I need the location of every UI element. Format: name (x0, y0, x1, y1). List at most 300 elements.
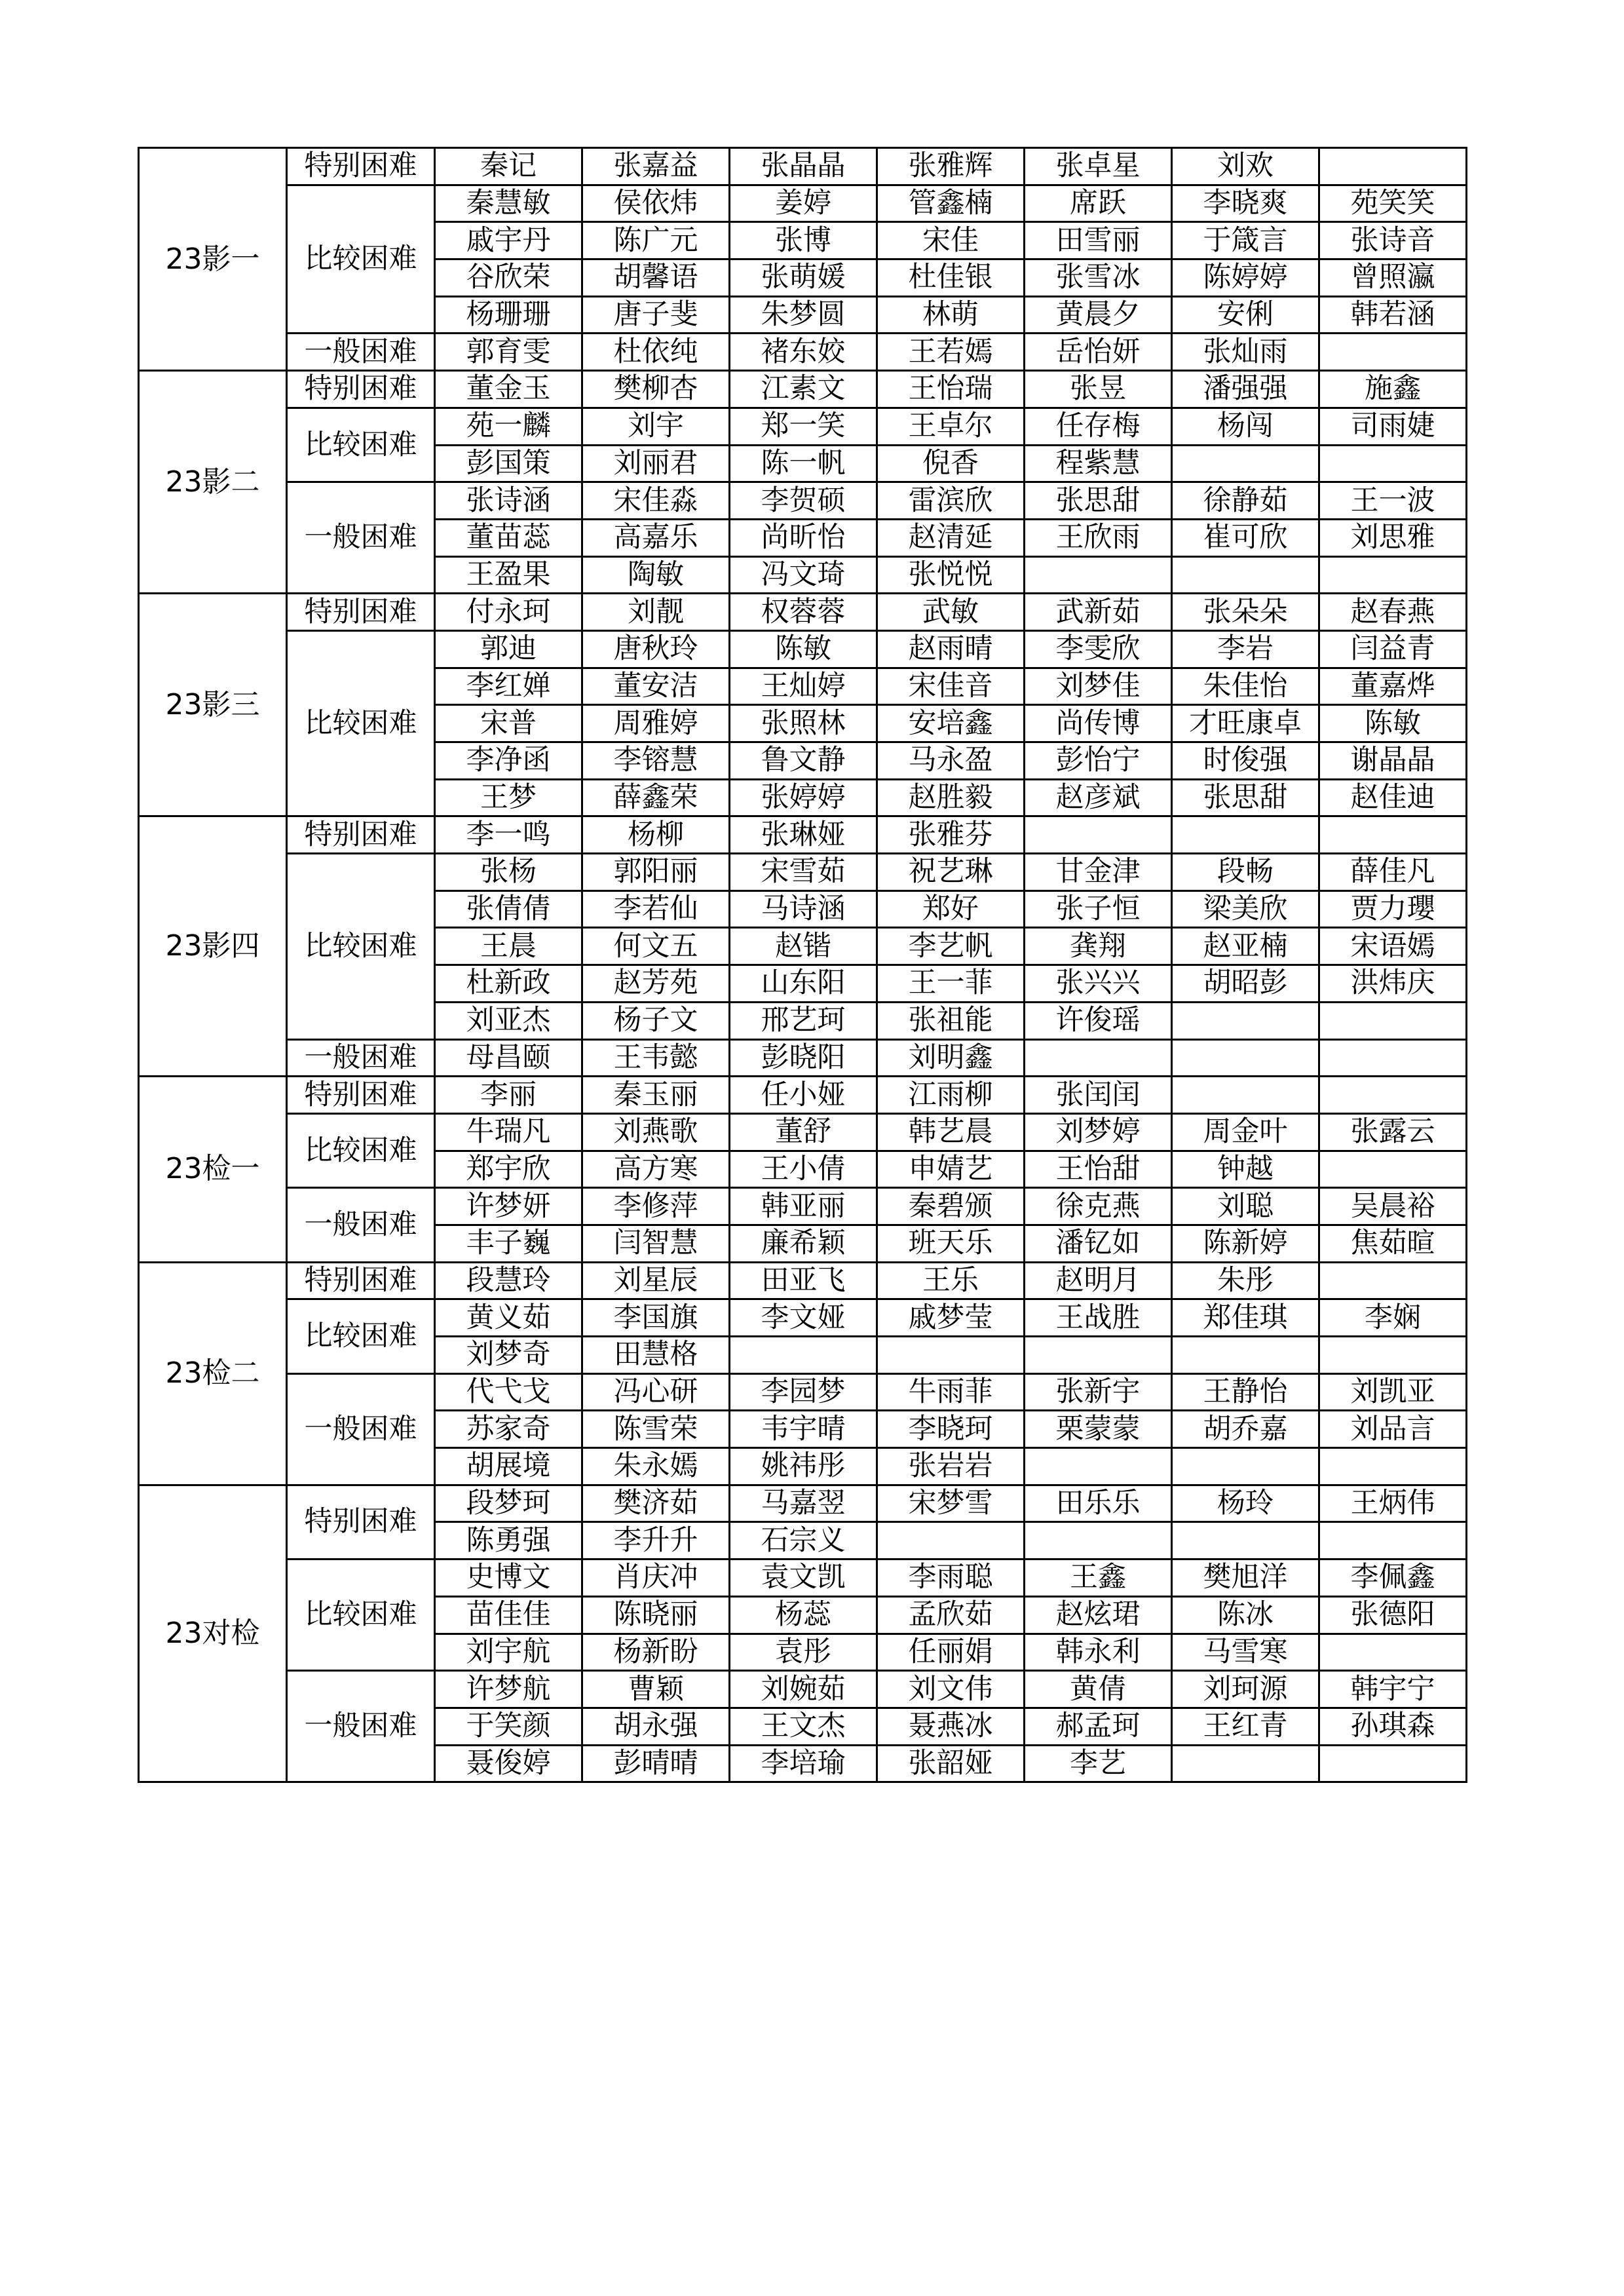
student-name-cell: 焦茹暄 (1319, 1225, 1467, 1262)
student-name-cell: 李园梦 (730, 1373, 877, 1411)
student-name-cell: 丰子巍 (435, 1225, 582, 1262)
student-name-cell: 刘梦婷 (1025, 1113, 1172, 1151)
hardship-category-cell: 比较困难 (287, 1559, 435, 1671)
student-name-cell: 母昌颐 (435, 1039, 582, 1077)
student-name-cell: 李艺帆 (877, 928, 1025, 965)
student-name-cell: 宋普 (435, 705, 582, 742)
student-name-cell: 赵锴 (730, 928, 877, 965)
student-name-cell: 高嘉乐 (582, 519, 730, 556)
student-name-cell (1319, 816, 1467, 854)
class-name-cell: 23影四 (139, 816, 287, 1077)
table-row (139, 1485, 1467, 1522)
student-name-cell: 刘亚杰 (435, 1002, 582, 1039)
hardship-category-cell: 比较困难 (287, 1299, 435, 1373)
student-name-cell: 肖庆冲 (582, 1559, 730, 1597)
student-name-cell: 张萌媛 (730, 259, 877, 297)
table-row (139, 334, 1467, 371)
student-name-cell (1319, 1337, 1467, 1374)
hardship-category-cell: 一般困难 (287, 482, 435, 594)
student-name-cell (1025, 1448, 1172, 1485)
student-name-cell: 赵清延 (877, 519, 1025, 556)
student-name-cell: 王文杰 (730, 1708, 877, 1745)
student-name-cell: 尚传博 (1025, 705, 1172, 742)
student-name-cell: 朱佳怡 (1172, 668, 1319, 705)
student-name-cell: 李镕慧 (582, 742, 730, 780)
student-name-cell: 杨子文 (582, 1002, 730, 1039)
class-name-cell: 23影三 (139, 594, 287, 816)
student-name-cell: 戚宇丹 (435, 222, 582, 259)
student-name-cell: 郭迪 (435, 630, 582, 668)
student-name-cell (1319, 1077, 1467, 1114)
student-name-cell: 谷欣荣 (435, 259, 582, 297)
student-name-cell: 王乐 (877, 1262, 1025, 1299)
student-name-cell: 陈新婷 (1172, 1225, 1319, 1262)
student-name-cell: 彭怡宁 (1025, 742, 1172, 780)
table-row (139, 1671, 1467, 1708)
hardship-category-cell: 特别困难 (287, 1485, 435, 1559)
student-name-cell: 许梦妍 (435, 1188, 582, 1225)
student-name-cell: 王怡瑞 (877, 371, 1025, 408)
student-name-cell: 胡馨语 (582, 259, 730, 297)
student-name-cell (1025, 1039, 1172, 1077)
student-name-cell: 刘宇航 (435, 1634, 582, 1671)
student-name-cell: 赵雨晴 (877, 630, 1025, 668)
student-name-cell: 席跃 (1025, 185, 1172, 222)
student-name-cell: 张诗涵 (435, 482, 582, 520)
student-name-cell: 彭晴晴 (582, 1745, 730, 1782)
student-name-cell: 张思甜 (1172, 779, 1319, 816)
hardship-category-cell: 特别困难 (287, 1077, 435, 1114)
student-name-cell: 郑好 (877, 890, 1025, 928)
student-name-cell: 王灿婷 (730, 668, 877, 705)
student-name-cell: 洪炜庆 (1319, 965, 1467, 1003)
student-name-cell: 袁彤 (730, 1634, 877, 1671)
student-name-cell: 赵彦斌 (1025, 779, 1172, 816)
table-row (139, 1113, 1467, 1151)
student-name-cell: 杨柳 (582, 816, 730, 854)
student-name-cell: 宋梦雪 (877, 1485, 1025, 1522)
student-name-cell: 周雅婷 (582, 705, 730, 742)
student-name-cell: 钟越 (1172, 1151, 1319, 1188)
student-name-cell: 马嘉翌 (730, 1485, 877, 1522)
student-name-cell: 张雪冰 (1025, 259, 1172, 297)
student-name-cell: 李丽 (435, 1077, 582, 1114)
student-name-cell: 郭阳丽 (582, 854, 730, 891)
student-name-cell: 贾力瓔 (1319, 890, 1467, 928)
student-name-cell (1319, 1262, 1467, 1299)
student-name-cell: 山东阳 (730, 965, 877, 1003)
student-name-cell: 刘星辰 (582, 1262, 730, 1299)
student-name-cell: 董金玉 (435, 371, 582, 408)
student-name-cell: 马雪寒 (1172, 1634, 1319, 1671)
student-name-cell: 田慧格 (582, 1337, 730, 1374)
hardship-category-cell: 特别困难 (287, 1262, 435, 1299)
student-name-cell: 刘宇 (582, 408, 730, 445)
student-name-cell: 王一波 (1319, 482, 1467, 520)
student-name-cell: 张倩倩 (435, 890, 582, 928)
student-name-cell: 许俊瑶 (1025, 1002, 1172, 1039)
student-name-cell: 周金叶 (1172, 1113, 1319, 1151)
student-name-cell: 樊济茹 (582, 1485, 730, 1522)
student-name-cell (1172, 445, 1319, 482)
student-name-cell: 张朵朵 (1172, 594, 1319, 631)
student-name-cell: 秦记 (435, 148, 582, 185)
student-name-cell: 陈雪荣 (582, 1411, 730, 1448)
student-name-cell (877, 1337, 1025, 1374)
student-name-cell: 曾照瀛 (1319, 259, 1467, 297)
student-name-cell: 鲁文静 (730, 742, 877, 780)
table-row (139, 1373, 1467, 1411)
student-name-cell: 付永珂 (435, 594, 582, 631)
student-name-cell: 赵芳苑 (582, 965, 730, 1003)
student-name-cell: 赵炫珺 (1025, 1596, 1172, 1634)
student-name-cell: 牛瑞凡 (435, 1113, 582, 1151)
student-name-cell: 杜新政 (435, 965, 582, 1003)
student-name-cell: 刘明鑫 (877, 1039, 1025, 1077)
student-name-cell (1319, 1151, 1467, 1188)
student-name-cell: 司雨婕 (1319, 408, 1467, 445)
student-name-cell: 岳怡妍 (1025, 334, 1172, 371)
student-name-cell: 廉希颖 (730, 1225, 877, 1262)
student-name-cell: 时俊强 (1172, 742, 1319, 780)
student-name-cell: 王一菲 (877, 965, 1025, 1003)
student-name-cell: 于箴言 (1172, 222, 1319, 259)
student-name-cell: 苗佳佳 (435, 1596, 582, 1634)
student-name-cell: 张韶娅 (877, 1745, 1025, 1782)
student-name-cell (1172, 556, 1319, 594)
student-name-cell: 王怡甜 (1025, 1151, 1172, 1188)
table-row (139, 408, 1467, 445)
hardship-category-cell: 比较困难 (287, 408, 435, 482)
student-name-cell: 韩若涵 (1319, 296, 1467, 334)
student-name-cell: 杨闯 (1172, 408, 1319, 445)
student-name-cell: 王小倩 (730, 1151, 877, 1188)
student-name-cell (877, 1522, 1025, 1559)
student-name-cell (1319, 445, 1467, 482)
student-name-cell: 李修萍 (582, 1188, 730, 1225)
student-name-cell: 韦宇晴 (730, 1411, 877, 1448)
student-name-cell: 王炳伟 (1319, 1485, 1467, 1522)
student-name-cell: 唐子斐 (582, 296, 730, 334)
student-name-cell: 宋雪茹 (730, 854, 877, 891)
table-row (139, 185, 1467, 222)
student-name-cell: 李红婵 (435, 668, 582, 705)
hardship-category-cell: 特别困难 (287, 148, 435, 185)
student-name-cell: 宋佳 (877, 222, 1025, 259)
student-name-cell: 徐静茹 (1172, 482, 1319, 520)
student-name-cell: 徐克燕 (1025, 1188, 1172, 1225)
student-name-cell (1025, 1522, 1172, 1559)
student-name-cell: 彭晓阳 (730, 1039, 877, 1077)
student-name-cell: 闫智慧 (582, 1225, 730, 1262)
student-name-cell: 张雅芬 (877, 816, 1025, 854)
class-name-cell: 23影二 (139, 371, 287, 594)
student-name-cell: 薛鑫荣 (582, 779, 730, 816)
student-name-cell (1172, 1522, 1319, 1559)
student-name-cell: 刘靓 (582, 594, 730, 631)
student-name-cell (1319, 1448, 1467, 1485)
hardship-category-cell: 比较困难 (287, 1113, 435, 1187)
student-name-cell: 黄晨夕 (1025, 296, 1172, 334)
student-name-cell: 陈勇强 (435, 1522, 582, 1559)
student-name-cell: 张晶晶 (730, 148, 877, 185)
student-name-cell: 冯心研 (582, 1373, 730, 1411)
student-name-cell: 赵佳迪 (1319, 779, 1467, 816)
student-name-cell: 栗蒙蒙 (1025, 1411, 1172, 1448)
student-name-cell: 姚祎彤 (730, 1448, 877, 1485)
student-name-cell: 曹颖 (582, 1671, 730, 1708)
student-name-cell: 樊旭洋 (1172, 1559, 1319, 1597)
student-name-cell (1319, 1522, 1467, 1559)
class-name-cell: 23影一 (139, 148, 287, 371)
table-row (139, 630, 1467, 668)
student-name-cell: 王若嫣 (877, 334, 1025, 371)
student-name-cell: 胡永强 (582, 1708, 730, 1745)
student-name-cell: 张灿雨 (1172, 334, 1319, 371)
student-name-cell: 张嘉益 (582, 148, 730, 185)
student-name-cell: 刘聪 (1172, 1188, 1319, 1225)
student-name-cell: 李一鸣 (435, 816, 582, 854)
student-name-cell: 唐秋玲 (582, 630, 730, 668)
student-name-cell: 代弋戈 (435, 1373, 582, 1411)
student-name-cell: 马永盈 (877, 742, 1025, 780)
student-name-cell: 武敏 (877, 594, 1025, 631)
student-name-cell: 韩永利 (1025, 1634, 1172, 1671)
student-name-cell: 李国旗 (582, 1299, 730, 1337)
student-name-cell: 黄倩 (1025, 1671, 1172, 1708)
student-name-cell: 张德阳 (1319, 1596, 1467, 1634)
student-name-cell: 权蓉蓉 (730, 594, 877, 631)
student-name-cell: 任丽娟 (877, 1634, 1025, 1671)
student-name-cell: 程紫慧 (1025, 445, 1172, 482)
student-name-cell: 任小娅 (730, 1077, 877, 1114)
student-name-cell (1172, 1745, 1319, 1782)
student-name-cell: 刘梦奇 (435, 1337, 582, 1374)
hardship-category-cell: 一般困难 (287, 1188, 435, 1262)
table-row (139, 1039, 1467, 1077)
student-name-cell: 董嘉烨 (1319, 668, 1467, 705)
student-name-cell: 赵明月 (1025, 1262, 1172, 1299)
table-row (139, 1077, 1467, 1114)
student-name-cell: 李晓爽 (1172, 185, 1319, 222)
student-name-cell: 胡昭彭 (1172, 965, 1319, 1003)
student-name-cell (1319, 1039, 1467, 1077)
student-name-cell (1172, 1077, 1319, 1114)
student-name-cell: 宋佳音 (877, 668, 1025, 705)
student-name-cell: 李佩鑫 (1319, 1559, 1467, 1597)
student-name-cell: 陈敏 (1319, 705, 1467, 742)
student-name-cell: 雷滨欣 (877, 482, 1025, 520)
student-name-cell: 段梦珂 (435, 1485, 582, 1522)
student-name-cell: 刘品言 (1319, 1411, 1467, 1448)
hardship-category-cell: 特别困难 (287, 816, 435, 854)
student-name-cell: 张婷婷 (730, 779, 877, 816)
student-name-cell: 张新宇 (1025, 1373, 1172, 1411)
student-name-cell (1319, 1002, 1467, 1039)
student-name-cell: 王卓尔 (877, 408, 1025, 445)
student-name-cell: 于笑颜 (435, 1708, 582, 1745)
hardship-category-cell: 特别困难 (287, 371, 435, 408)
student-name-cell: 刘思雅 (1319, 519, 1467, 556)
student-name-cell: 韩艺晨 (877, 1113, 1025, 1151)
student-name-cell: 李晓珂 (877, 1411, 1025, 1448)
hardship-category-cell: 一般困难 (287, 1373, 435, 1485)
student-name-cell: 任存梅 (1025, 408, 1172, 445)
class-name-cell: 23检一 (139, 1077, 287, 1262)
student-name-cell: 杨新盼 (582, 1634, 730, 1671)
hardship-category-cell: 比较困难 (287, 854, 435, 1039)
student-name-cell (1025, 816, 1172, 854)
student-name-cell: 江素文 (730, 371, 877, 408)
student-name-cell: 董舒 (730, 1113, 877, 1151)
student-name-cell: 郭育雯 (435, 334, 582, 371)
table-row (139, 854, 1467, 891)
student-name-cell: 张诗音 (1319, 222, 1467, 259)
student-name-cell: 刘珂源 (1172, 1671, 1319, 1708)
student-name-cell: 宋佳淼 (582, 482, 730, 520)
student-name-cell: 田亚飞 (730, 1262, 877, 1299)
student-name-cell: 田雪丽 (1025, 222, 1172, 259)
student-name-cell: 刘婉茹 (730, 1671, 877, 1708)
table-row (139, 1262, 1467, 1299)
student-name-cell: 朱彤 (1172, 1262, 1319, 1299)
student-name-cell: 石宗义 (730, 1522, 877, 1559)
hardship-category-cell: 比较困难 (287, 185, 435, 334)
student-name-cell: 潘强强 (1172, 371, 1319, 408)
student-name-cell: 赵亚楠 (1172, 928, 1319, 965)
student-name-cell: 史博文 (435, 1559, 582, 1597)
student-name-cell: 张雅辉 (877, 148, 1025, 185)
student-name-cell (730, 1337, 877, 1374)
student-name-cell: 秦玉丽 (582, 1077, 730, 1114)
student-name-cell: 王欣雨 (1025, 519, 1172, 556)
student-name-cell: 李娴 (1319, 1299, 1467, 1337)
student-name-cell: 刘欢 (1172, 148, 1319, 185)
student-name-cell: 张照林 (730, 705, 877, 742)
student-name-cell: 朱永嫣 (582, 1448, 730, 1485)
student-name-cell: 梁美欣 (1172, 890, 1319, 928)
student-name-cell: 陶敏 (582, 556, 730, 594)
student-name-cell: 谢晶晶 (1319, 742, 1467, 780)
student-name-cell: 苑一麟 (435, 408, 582, 445)
student-name-cell: 李文娅 (730, 1299, 877, 1337)
student-name-cell: 李培瑜 (730, 1745, 877, 1782)
student-name-cell: 张岩岩 (877, 1448, 1025, 1485)
student-name-cell (1319, 334, 1467, 371)
student-name-cell: 宋语嫣 (1319, 928, 1467, 965)
student-name-cell: 杜依纯 (582, 334, 730, 371)
student-name-cell: 张兴兴 (1025, 965, 1172, 1003)
student-name-cell: 闫益青 (1319, 630, 1467, 668)
student-name-cell: 牛雨菲 (877, 1373, 1025, 1411)
student-name-cell: 甘金津 (1025, 854, 1172, 891)
student-name-cell: 何文五 (582, 928, 730, 965)
student-name-cell: 刘凯亚 (1319, 1373, 1467, 1411)
student-name-cell: 刘梦佳 (1025, 668, 1172, 705)
student-name-cell: 袁文凯 (730, 1559, 877, 1597)
student-name-cell: 王战胜 (1025, 1299, 1172, 1337)
student-name-cell: 李若仙 (582, 890, 730, 928)
student-name-cell: 张祖能 (877, 1002, 1025, 1039)
student-name-cell (1025, 556, 1172, 594)
student-name-cell: 郑一笑 (730, 408, 877, 445)
student-name-cell: 王红青 (1172, 1708, 1319, 1745)
student-name-cell: 张杨 (435, 854, 582, 891)
student-name-cell: 姜婷 (730, 185, 877, 222)
student-name-cell (1319, 556, 1467, 594)
student-name-cell: 秦慧敏 (435, 185, 582, 222)
student-name-cell: 陈一帆 (730, 445, 877, 482)
student-name-cell: 张卓星 (1025, 148, 1172, 185)
student-name-cell: 段畅 (1172, 854, 1319, 891)
student-name-cell: 孙琪森 (1319, 1708, 1467, 1745)
hardship-category-cell: 比较困难 (287, 630, 435, 816)
student-name-cell: 江雨柳 (877, 1077, 1025, 1114)
student-name-cell: 韩宇宁 (1319, 1671, 1467, 1708)
student-name-cell (1319, 148, 1467, 185)
student-name-cell (1172, 816, 1319, 854)
student-name-cell: 秦碧颁 (877, 1188, 1025, 1225)
hardship-category-cell: 一般困难 (287, 334, 435, 371)
student-name-cell: 申婧艺 (877, 1151, 1025, 1188)
student-name-cell: 董安洁 (582, 668, 730, 705)
student-name-cell: 张闰闰 (1025, 1077, 1172, 1114)
student-name-cell: 王静怡 (1172, 1373, 1319, 1411)
student-hardship-table (138, 147, 1467, 1783)
student-name-cell: 陈广元 (582, 222, 730, 259)
student-name-cell: 邢艺珂 (730, 1002, 877, 1039)
student-name-cell (1172, 1002, 1319, 1039)
student-name-cell: 许梦航 (435, 1671, 582, 1708)
student-name-cell: 樊柳杏 (582, 371, 730, 408)
student-name-cell: 武新茹 (1025, 594, 1172, 631)
student-name-cell: 杜佳银 (877, 259, 1025, 297)
student-name-cell: 胡乔嘉 (1172, 1411, 1319, 1448)
student-name-cell: 朱梦圆 (730, 296, 877, 334)
student-name-cell: 王韦懿 (582, 1039, 730, 1077)
student-name-cell: 李岩 (1172, 630, 1319, 668)
student-name-cell: 侯依炜 (582, 185, 730, 222)
student-name-cell: 尚昕怡 (730, 519, 877, 556)
student-name-cell: 张博 (730, 222, 877, 259)
student-name-cell: 李艺 (1025, 1745, 1172, 1782)
student-name-cell: 苑笑笑 (1319, 185, 1467, 222)
student-name-cell (1319, 1634, 1467, 1671)
hardship-category-cell: 特别困难 (287, 594, 435, 631)
student-name-cell: 龚翔 (1025, 928, 1172, 965)
student-name-cell: 苏家奇 (435, 1411, 582, 1448)
student-name-cell: 潘钇如 (1025, 1225, 1172, 1262)
student-name-cell: 安培鑫 (877, 705, 1025, 742)
student-name-cell: 段慧玲 (435, 1262, 582, 1299)
student-name-cell (1172, 1337, 1319, 1374)
student-name-cell: 班天乐 (877, 1225, 1025, 1262)
student-name-cell: 张悦悦 (877, 556, 1025, 594)
student-name-cell: 赵胜毅 (877, 779, 1025, 816)
student-name-cell: 陈冰 (1172, 1596, 1319, 1634)
student-name-cell: 吴晨裕 (1319, 1188, 1467, 1225)
student-name-cell: 林萌 (877, 296, 1025, 334)
student-name-cell: 张昱 (1025, 371, 1172, 408)
table-row (139, 148, 1467, 185)
student-name-cell: 刘丽君 (582, 445, 730, 482)
student-name-cell: 董苗蕊 (435, 519, 582, 556)
student-name-cell: 刘燕歌 (582, 1113, 730, 1151)
student-name-cell: 冯文琦 (730, 556, 877, 594)
student-name-cell (1025, 1337, 1172, 1374)
student-name-cell: 胡展境 (435, 1448, 582, 1485)
student-name-cell: 王鑫 (1025, 1559, 1172, 1597)
